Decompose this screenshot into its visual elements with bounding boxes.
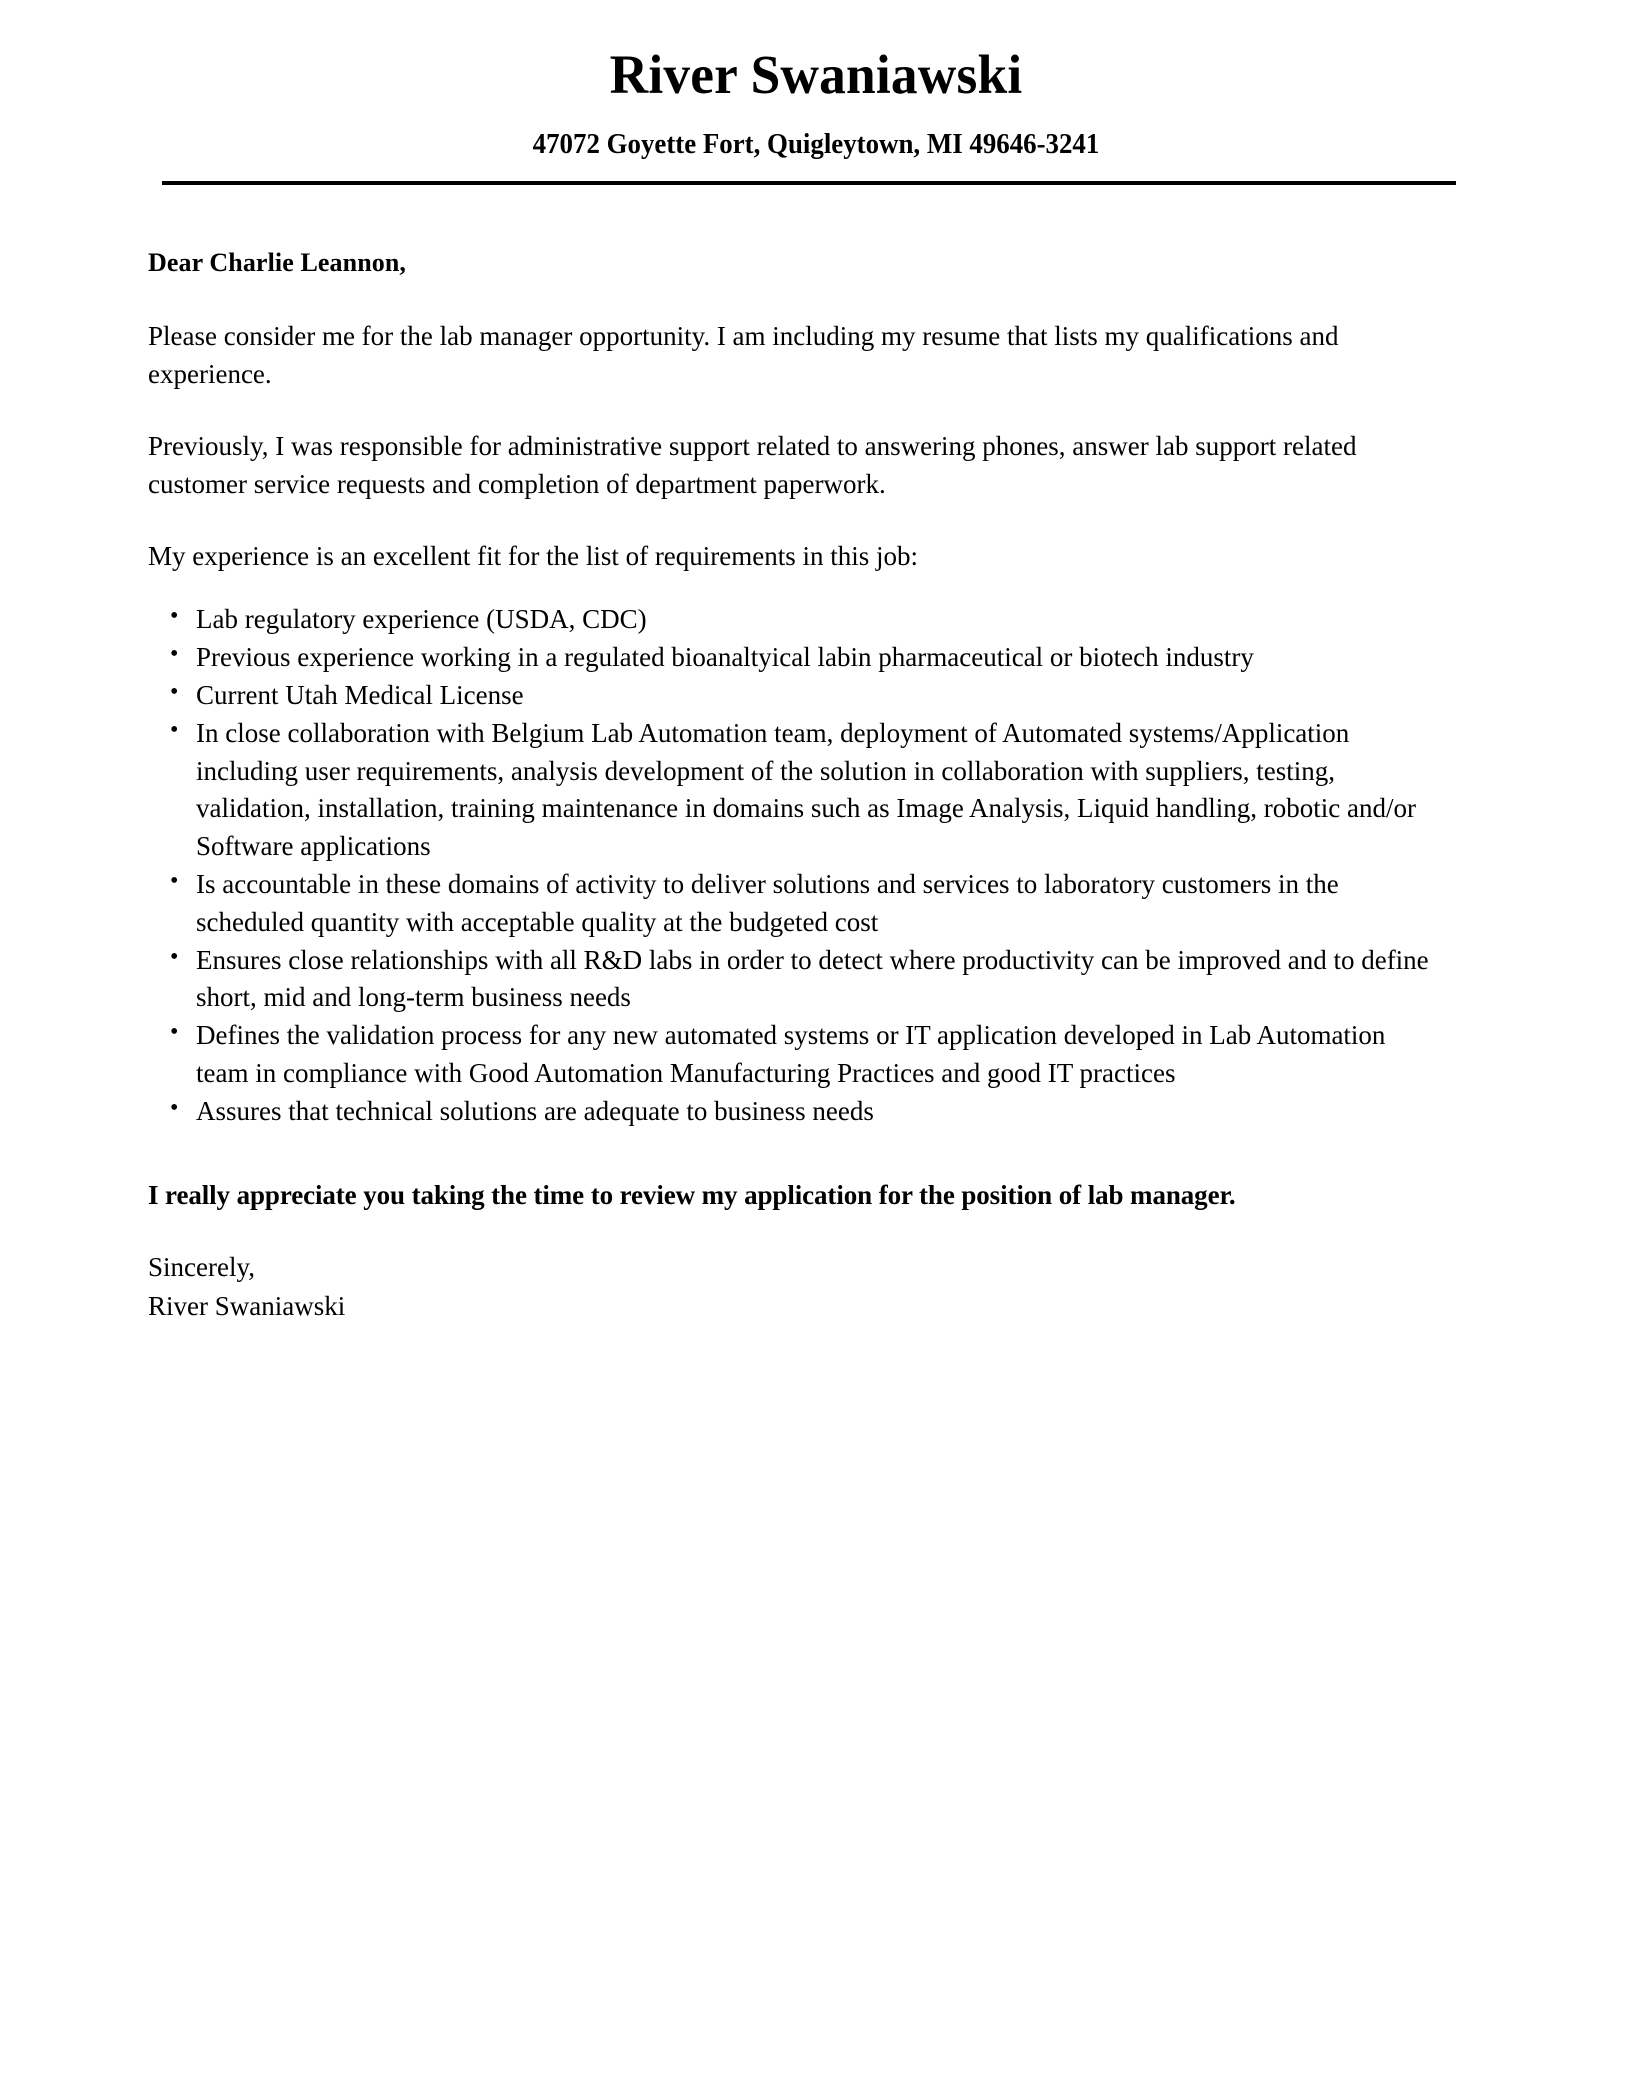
applicant-address: 47072 Goyette Fort, Quigleytown, MI 49646-3241 (532, 128, 1100, 160)
letter-header (0, 0, 1632, 185)
salutation: Dear Charlie Leannon, (148, 247, 407, 277)
list-item: • Previous experience working in a regulated bioanaltyical labin pharmaceutical or biotech industry (148, 639, 1462, 677)
list-item: • Defines the validation process for any new automated systems or IT application developed in Lab Automation team in compliance with Good Automation Manufacturing Practices and good IT practices (148, 1017, 1462, 1093)
signoff-line: Sincerely, (148, 1252, 255, 1283)
list-item: • Current Utah Medical License (148, 677, 1462, 715)
list-item: • Ensures close relationships with all R&D labs in order to detect where productivity can be improved and to define short, mid and long-term business needs (148, 942, 1462, 1018)
paragraph-requirements-lead-in: My experience is an excellent fit for the list of requirements in this job: (148, 540, 919, 571)
paragraph-experience: Previously, I was responsible for administrative support related to answering phones, answer lab support related customer service requests and completion of department paperwork. (148, 431, 1357, 499)
paragraph-intro: Please consider me for the lab manager opportunity. I am including my resume that lists my qualifications and experience. (148, 321, 1339, 390)
letter-body (0, 245, 1632, 1325)
header-divider (162, 181, 1456, 185)
list-item: • In close collaboration with Belgium Lab Automation team, deployment of Automated systems/Application including user requirements, analysis development of the solution in collaboration with suppliers, testing, validation, installation, training maintenance in domains such as Image Analysis, Liquid handling, robotic and/or Software applications (148, 715, 1462, 866)
page-title: River Swaniawski (609, 44, 1023, 105)
list-item: • Assures that technical solutions are adequate to business needs (148, 1093, 1462, 1131)
closing-statement: I really appreciate you taking the time to review my application for the position of lab manager. (148, 1179, 1236, 1210)
signature-name: River Swaniawski (148, 1290, 346, 1321)
signoff-block (148, 1248, 1462, 1325)
list-item: • Lab regulatory experience (USDA, CDC) (148, 601, 1462, 639)
list-item: • Is accountable in these domains of activity to deliver solutions and services to laboratory customers in the scheduled quantity with acceptable quality at the budgeted cost (148, 866, 1462, 942)
requirements-list (148, 601, 1462, 1130)
